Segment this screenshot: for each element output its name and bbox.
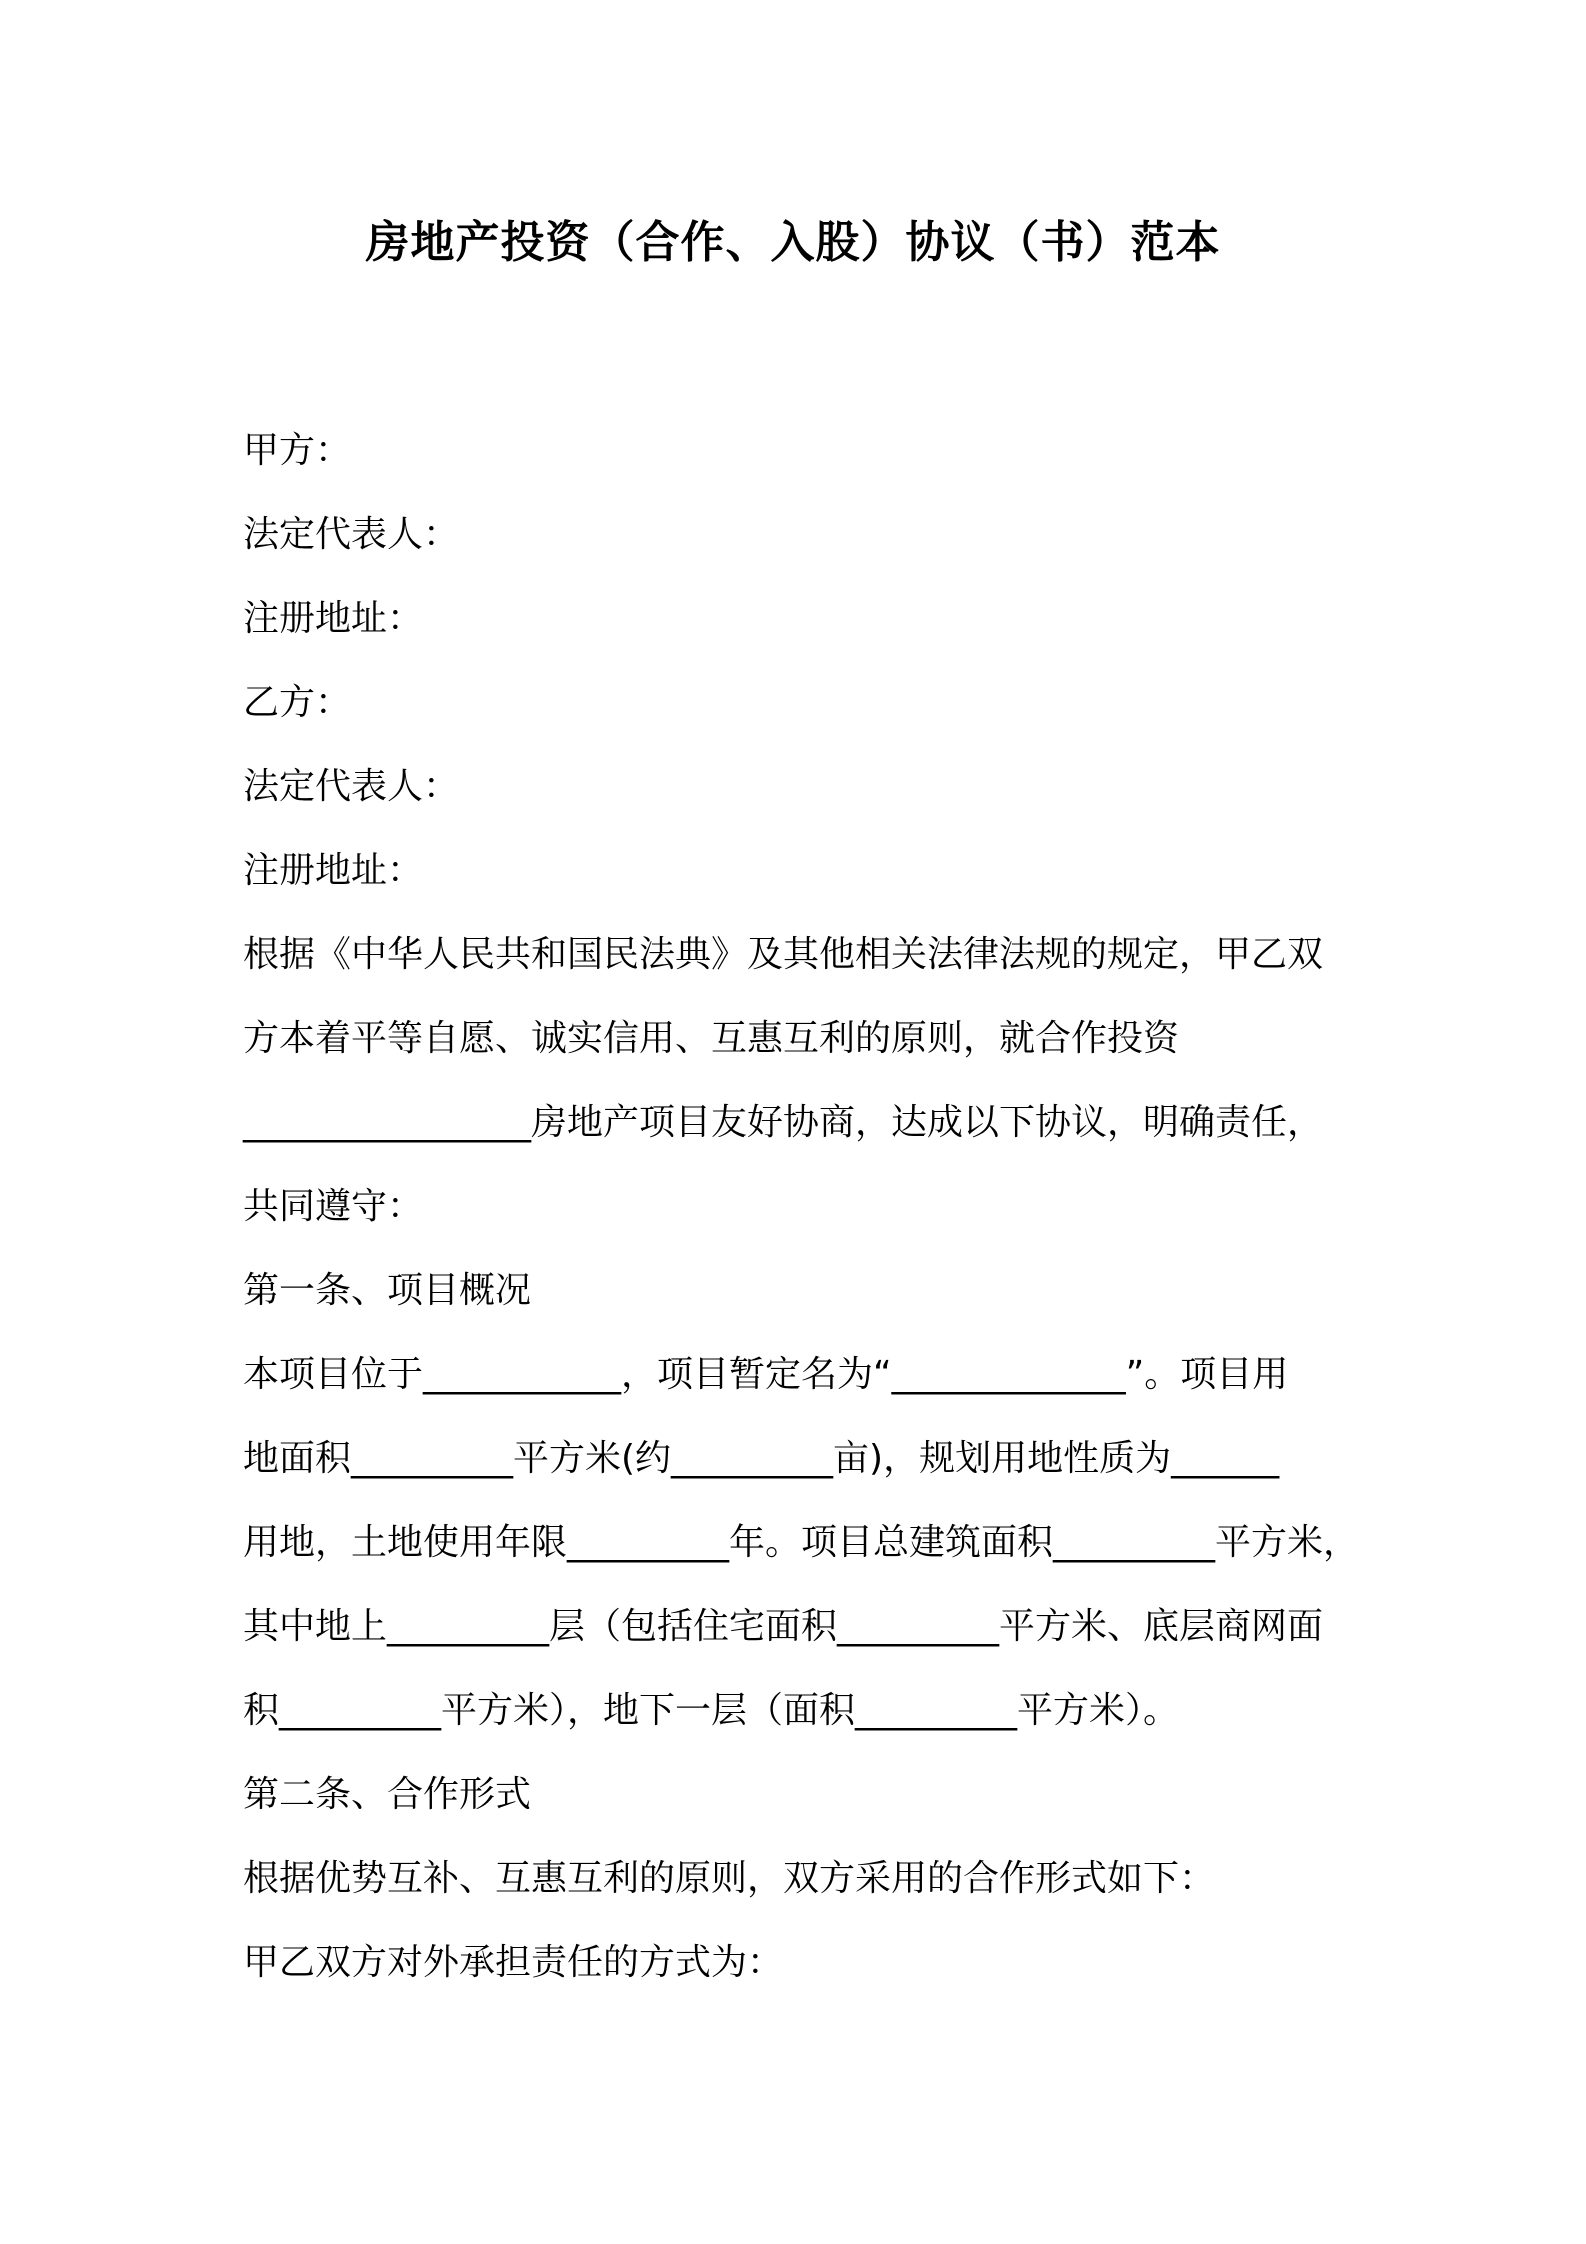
party-b-legal-representative: 法定代表人： [243,766,460,807]
article-2-line-1: 根据优势互补、互惠互利的原则，双方采用的合作形式如下： [243,1858,1216,1899]
article-1-heading: 第一条、项目概况 [243,1270,532,1311]
article-2-heading: 第二条、合作形式 [243,1774,532,1815]
party-b-label: 乙方： [243,682,352,723]
party-a-registered-address: 注册地址： [243,598,424,639]
preamble-line-2: 方本着平等自愿、诚实信用、互惠互利的原则，就合作投资 [243,1018,1180,1059]
document-body [243,409,1383,2005]
document-title: 房地产投资（合作、入股）协议（书）范本 [365,217,1221,268]
preamble-line-3: ________________房地产项目友好协商，达成以下协议，明确责任， [243,1102,1324,1143]
party-a-legal-representative: 法定代表人： [243,514,460,555]
article-1-line-4: 其中地上_________层（包括住宅面积_________平方米、底层商网面 [243,1606,1324,1647]
article-1-line-1: 本项目位于___________，项目暂定名为“_____________”。项目用 [243,1354,1289,1395]
article-1-line-3: 用地，土地使用年限_________年。项目总建筑面积_________平方米， [243,1522,1360,1563]
preamble-line-1: 根据《中华人民共和国民法典》及其他相关法律法规的规定，甲乙双 [243,934,1324,975]
preamble-line-4: 共同遵守： [243,1186,424,1227]
article-1-line-5: 积_________平方米），地下一层（面积_________平方米）。 [243,1690,1180,1731]
party-a-label: 甲方： [243,430,352,471]
article-1-line-2: 地面积_________平方米(约_________亩)，规划用地性质为______ [243,1438,1280,1479]
article-2-line-2: 甲乙双方对外承担责任的方式为： [243,1942,784,1983]
party-b-registered-address: 注册地址： [243,850,424,891]
